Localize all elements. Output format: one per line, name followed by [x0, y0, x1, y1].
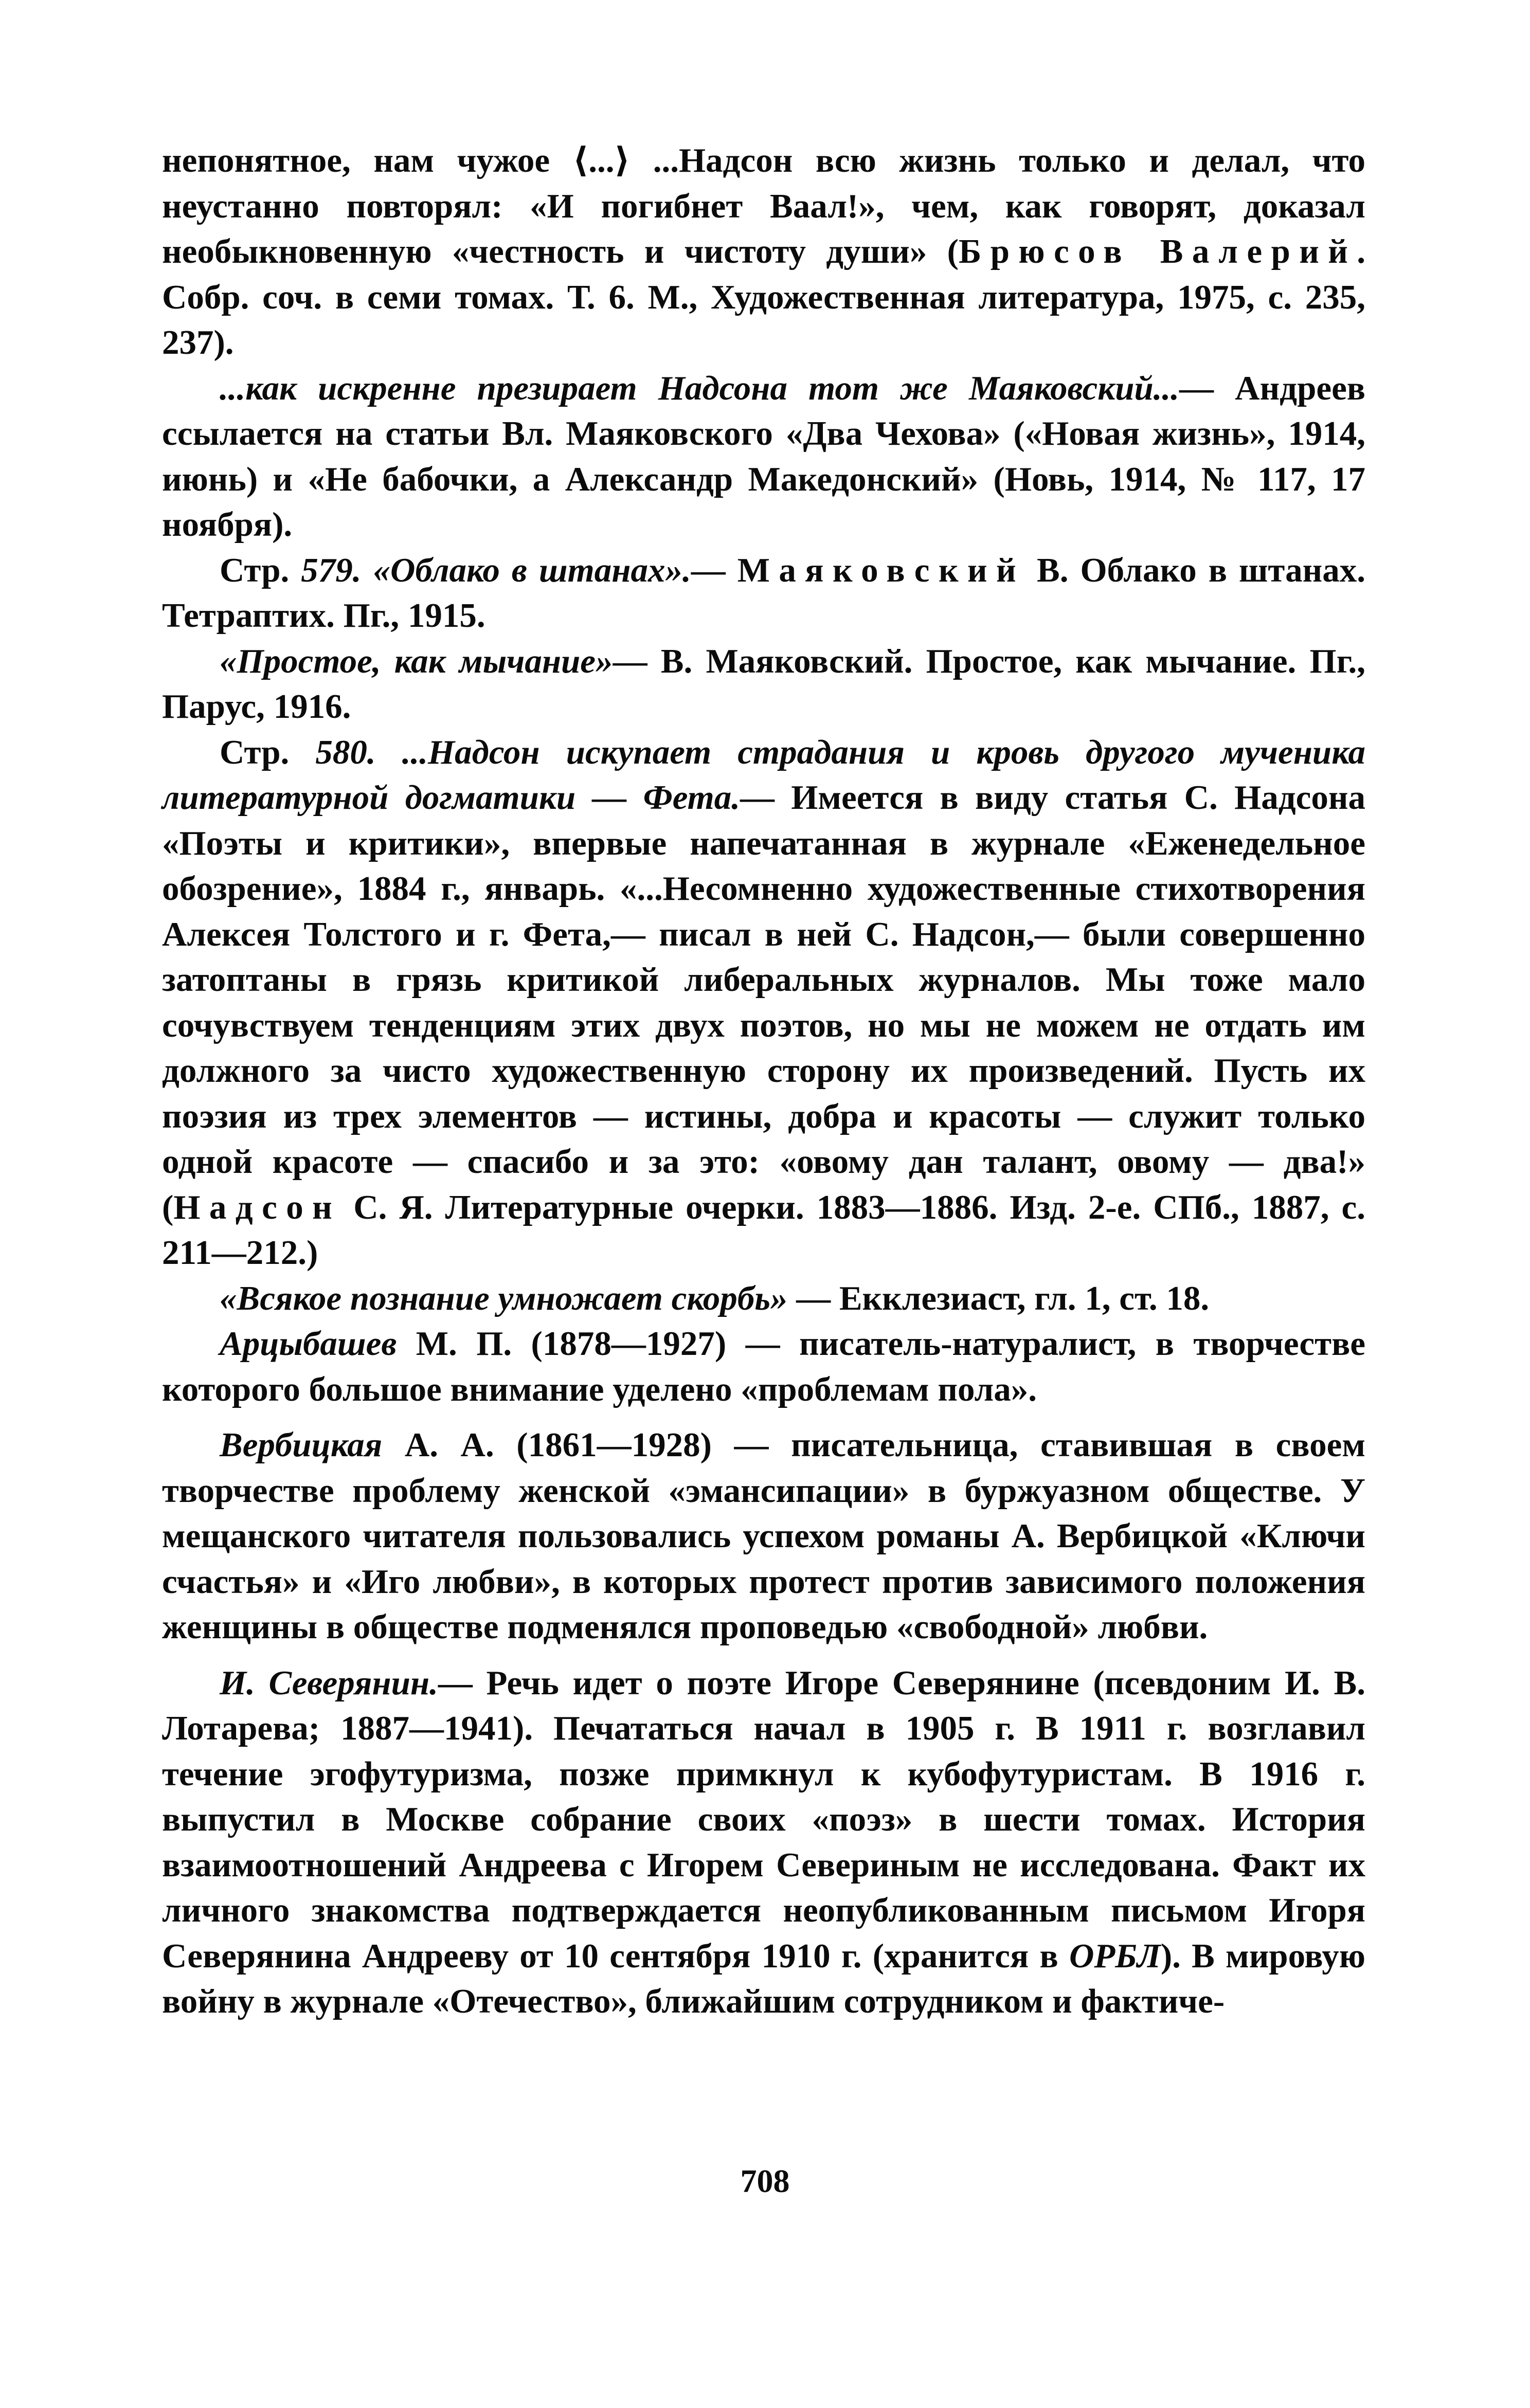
- text-run: В. Облако в штанах. Тетраптих. Пг., 1915.: [162, 551, 1366, 635]
- text-run: С. Я. Литературные очерки. 1883—1886. Изд. 2-е. СПб., 1887, с. 211—212.): [162, 1188, 1365, 1272]
- paragraph: [162, 1321, 1365, 1412]
- text-run: — Имеется в виду статья С. Надсона «Поэты и критики», впервые напечатанная в журнале «Еженедельное обозрение», 1884 г., январь. «...Несомненно художественные стихотворения Алексея Толстого и г. Фета,— писал в ней С. Надсон,— были совершенно затоптаны в грязь критикой либеральных журналов. Мы тоже мало сочувствуем тенденциям этих двух поэтов, но мы не можем не отдать им должного за чисто художественную сторону их произведений. Пусть их поэзия из трех элементов — истины, добра и красоты — служит только одной красоте — спасибо и за это: «овому дан талант, овому — два!» (: [162, 778, 1365, 1226]
- spaced-name: Брюсов Валерий: [958, 232, 1357, 270]
- italic-text: ОРБЛ: [1069, 1936, 1161, 1975]
- paragraph: [162, 366, 1365, 548]
- spaced-name: Маяковский: [737, 551, 1025, 589]
- italic-text: И. Северянин.: [220, 1663, 438, 1702]
- text-run: М. П. (1878—1927) — писатель-натуралист, в творчестве которого большое внимание уделено «проблемам пола».: [162, 1325, 1365, 1408]
- text-run: — Речь идет о поэте Игоре Северянине (псевдоним И. В. Лотарева; 1887—1941). Печататься начал в 1905 г. В 1911 г. возглавил течение эгофутуризма, позже примкнул к кубофутуристам. В 1916 г. выпустил в Москве собрание своих «поэз» в шести томах. История взаимоотношений Андреева с Игорем Севериным не исследована. Факт их личного знакомства подтверждается неопубликованным письмом Игоря Северянина Андрееву от 10 сентября 1910 г. (хранится в: [162, 1663, 1365, 1975]
- paragraph: [162, 730, 1365, 1276]
- italic-text: ...как искренне презирает Надсона тот же Маяковский...: [220, 369, 1180, 407]
- italic-text: 579. «Облако в штанах».: [301, 551, 691, 589]
- paragraph: [162, 1276, 1365, 1321]
- text-run: Стр.: [220, 551, 301, 589]
- page-body: [162, 138, 1365, 2024]
- text-run: — В. Маяковский. Простое, как мычание. Пг., Парус, 1916.: [162, 642, 1366, 726]
- spaced-name: Надсон: [173, 1188, 341, 1226]
- italic-text: «Простое, как мычание»: [220, 642, 613, 680]
- text-run: Стр.: [220, 733, 316, 771]
- italic-text: Вербицкая: [220, 1426, 383, 1464]
- italic-text: Арцыбашев: [220, 1325, 397, 1363]
- text-run: А. А. (1861—1928) — писательница, ставившая в своем творчестве проблему женской «эмансипации» в буржуазном обществе. У мещанского читателя пользовались успехом романы А. Вербицкой «Ключи счастья» и «Иго любви», в которых протест против зависимого положения женщины в обществе подменялся проповедью «свободной» любви.: [162, 1426, 1365, 1646]
- paragraph: [162, 548, 1365, 639]
- paragraph: [162, 1422, 1365, 1650]
- paragraph: [162, 639, 1365, 730]
- text-run: непонятное, нам чужое ⟨...⟩ ...Надсон всю жизнь только и делал, что неустанно повторял: «И погибнет Ваал!», чем, как говорят, доказал необыкновенную «честность и чистоту души» (: [162, 141, 1365, 270]
- paragraph: [162, 1660, 1365, 2024]
- text-run: . Собр. соч. в семи томах. Т. 6. М., Художественная литература, 1975, с. 235, 237).: [162, 232, 1365, 361]
- text-run: — Екклезиаст, гл. 1, ст. 18.: [787, 1279, 1210, 1317]
- text-run: — Андреев ссылается на статьи Вл. Маяковского «Два Чехова» («Новая жизнь», 1914, июнь) и «Не бабочки, а Александр Македонский» (Новь, 1914, № 117, 17 ноября).: [162, 369, 1365, 544]
- text-run: —: [691, 551, 737, 589]
- text-run: ). В мировую войну в журнале «Отечество», ближайшим сотрудником и фактиче-: [162, 1936, 1365, 2020]
- page-number: 708: [740, 2163, 790, 2199]
- italic-text: «Всякое познание умножает скорбь»: [220, 1279, 788, 1317]
- italic-text: 580. ...Надсон искупает страдания и кровь другого мученика литературной догматики — Фета.: [162, 733, 1365, 817]
- paragraph: [162, 138, 1365, 366]
